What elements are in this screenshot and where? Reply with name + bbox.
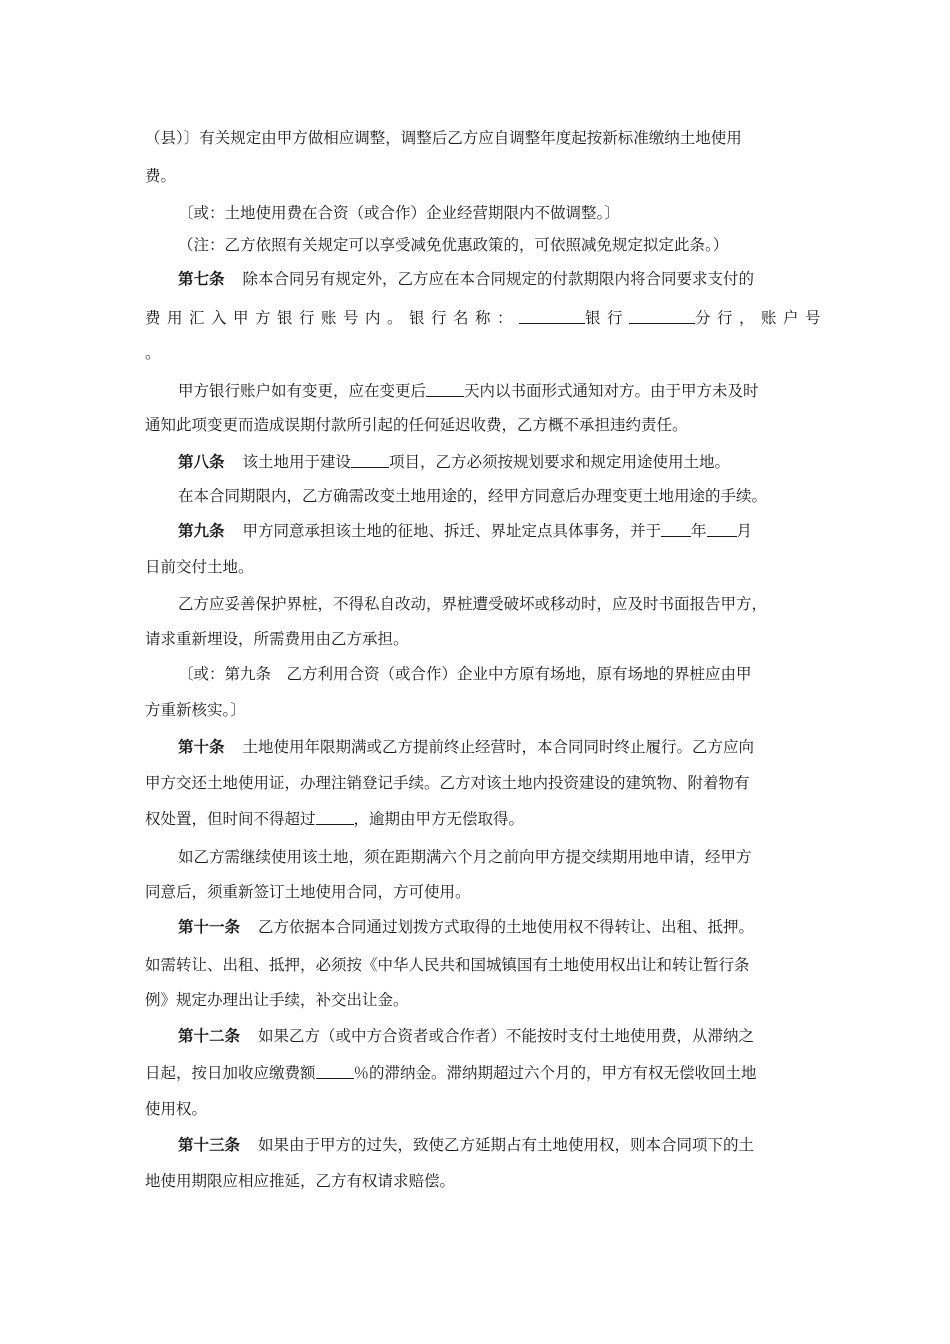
article-8-line <box>178 452 730 472</box>
penalty-rate-blank[interactable] <box>316 1063 354 1079</box>
year-label: 年 <box>691 522 707 540</box>
text-segment: 该土地用于建设 <box>242 453 352 471</box>
bank-name-blank[interactable] <box>519 308 585 324</box>
article-11-line <box>178 917 754 937</box>
text-line: 地使用期限应相应推延，乙方有权请求赔偿。 <box>145 1172 456 1190</box>
duration-blank[interactable] <box>316 809 354 825</box>
text-line: 请求重新埋设，所需费用由乙方承担。 <box>145 630 409 648</box>
text-segment: ％的滞纳金。滞纳期超过六个月的，甲方有权无偿收回土地 <box>353 1064 757 1082</box>
text-line <box>145 809 524 829</box>
days-blank[interactable] <box>426 381 464 397</box>
text-line: 在本合同期限内，乙方确需改变土地用途的，经甲方同意后办理变更土地用途的手续。 <box>178 487 768 505</box>
text-line: 方重新核实。〕 <box>145 701 246 719</box>
bank-name-label: 费用汇入甲方银行账号内。银行名称： <box>145 309 520 327</box>
article-9-heading: 第九条 <box>178 521 225 540</box>
text-segment: 如果由于甲方的过失，致使乙方延期占有土地使用权，则本合同项下的土 <box>258 1136 755 1154</box>
text-segment: 甲方同意承担该土地的征地、拆迁、界址定点具体事务，并于 <box>242 522 662 540</box>
article-7-line <box>178 269 754 289</box>
text-line: 乙方应妥善保护界桩，不得私自改动，界桩遭受破坏或移动时，应及时书面报告甲方， <box>178 595 768 613</box>
text-segment: 如果乙方（或中方合资者或合作者）不能按时支付土地使用费，从滞纳之 <box>258 1027 755 1045</box>
article-10-heading: 第十条 <box>178 737 225 756</box>
text-line: 如乙方需继续使用该土地，须在距期满六个月之前向甲方提交续期用地申请，经甲方 <box>178 848 752 866</box>
article-11-heading: 第十一条 <box>178 917 241 936</box>
text-segment: 日起，按日加收应缴费额 <box>145 1064 316 1082</box>
article-13-line <box>178 1135 754 1155</box>
text-line: 甲方交还土地使用证，办理注销登记手续。乙方对该土地内投资建设的建筑物、附着物有 <box>145 774 750 792</box>
text-segment: 天内以书面形式通知对方。由于甲方未及时 <box>464 382 759 400</box>
article-12-heading: 第十二条 <box>178 1026 241 1045</box>
text-line: 〔或：土地使用费在合资（或合作）企业经营期限内不做调整。〕 <box>178 204 620 222</box>
bank-label: 银行 <box>585 309 630 327</box>
article-7-heading: 第七条 <box>178 269 225 288</box>
text-line: （注：乙方依照有关规定可以享受减免优惠政策的，可依照减免规定拟定此条。） <box>178 236 729 254</box>
article-7-text: 除本合同另有规定外，乙方应在本合同规定的付款期限内将合同要求支付的 <box>242 270 755 288</box>
text-line: 如需转让、出租、抵押，必须按《中华人民共和国城镇国有土地使用权出让和转让暂行条 <box>145 956 750 974</box>
text-line: 同意后，须重新签订土地使用合同，方可使用。 <box>145 883 471 901</box>
month-blank[interactable] <box>707 521 737 537</box>
text-line: 〔或：第九条 乙方利用合资（或合作）企业中方原有场地，原有场地的界桩应由甲 <box>178 665 752 683</box>
text-segment: 权处置，但时间不得超过 <box>145 810 316 828</box>
branch-blank[interactable] <box>629 308 695 324</box>
article-7-bank-line <box>145 308 827 328</box>
article-9-line <box>178 521 752 541</box>
account-label: 分行，账户号 <box>695 309 828 327</box>
article-12-line <box>178 1026 754 1046</box>
text-line: 日前交付土地。 <box>145 558 254 576</box>
text-segment: 项目，乙方必须按规划要求和规定用途使用土地。 <box>389 453 731 471</box>
text-line: （县）〕有关规定由甲方做相应调整，调整后乙方应自调整年度起按新标准缴纳土地使用 <box>145 129 742 147</box>
text-line <box>145 1063 757 1083</box>
article-13-heading: 第十三条 <box>178 1135 241 1154</box>
text-segment: 土地使用年限期满或乙方提前终止经营时，本合同同时终止履行。乙方应向 <box>242 738 755 756</box>
text-line: 。 <box>145 344 161 362</box>
project-blank[interactable] <box>351 452 389 468</box>
year-blank[interactable] <box>661 521 691 537</box>
text-segment: 乙方依据本合同通过划拨方式取得的土地使用权不得转让、出租、抵押。 <box>258 918 755 936</box>
article-10-line <box>178 737 754 757</box>
text-line: 例》规定办理出让手续，补交出让金。 <box>145 991 409 1009</box>
article-8-heading: 第八条 <box>178 452 225 471</box>
text-line: 通知此项变更而造成误期付款所引起的任何延迟收费，乙方概不承担违约责任。 <box>145 416 688 434</box>
text-segment: ，逾期由甲方无偿取得。 <box>353 810 525 828</box>
text-segment: 甲方银行账户如有变更，应在变更后 <box>178 382 427 400</box>
month-label: 月 <box>736 522 753 540</box>
text-line <box>178 381 759 401</box>
text-line: 使用权。 <box>145 1100 208 1118</box>
text-line: 费。 <box>145 167 177 185</box>
